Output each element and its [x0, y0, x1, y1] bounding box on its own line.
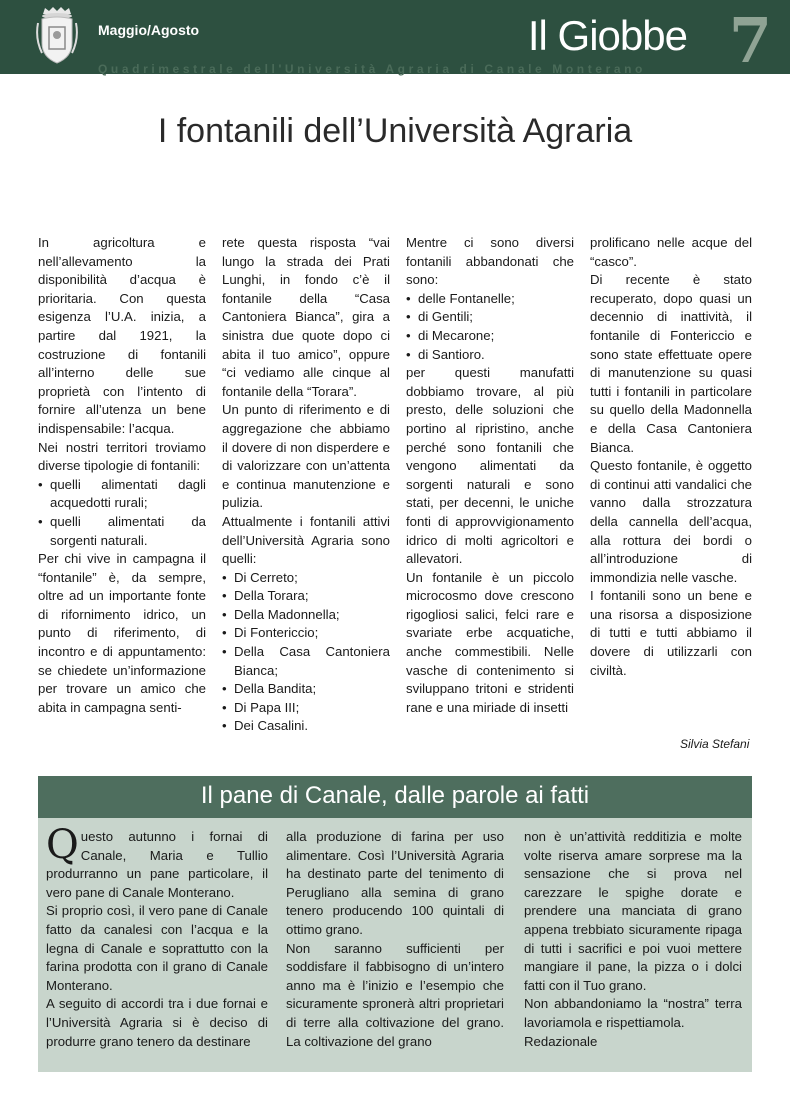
paragraph: Si proprio così, il vero pane di Canale fatto da canalesi con l’acqua e la legna di Canale e soprattutto con la farina prodotta con il grano di Canale Monterano. [46, 903, 268, 993]
paragraph: In agricoltura e nell’allevamento la disponibilità d’acqua è prioritaria. Con questa esigenza l’U.A. inizia, a partire dal 1921, la costruzione di fontanili all’interno delle sue proprietà con l’intento di fornire all’utenza un bene indispensabile: l’acqua. [38, 235, 206, 436]
paragraph: alla produzione di farina per uso alimentare. Così l’Università Agraria ha destinato parte del tenimento di Perugliano alla semina di grano tenero producendo 100 quintali di ottimo grano. [286, 829, 504, 937]
list-item: • Di Fontericcio; [222, 624, 390, 643]
box-column-2 [286, 828, 504, 1051]
list-item: • di Mecarone; [406, 327, 574, 346]
newspaper-name: Il Giobbe [527, 12, 687, 59]
paragraph: I fontanili sono un bene e una risorsa a disposizione di tutti e tutti abbiamo il dovere di utilizzarli con civiltà. [590, 588, 752, 678]
paragraph: A seguito di accordi tra i due fornai e l’Università Agraria si è deciso di produrre grano tenero da destinare [46, 996, 268, 1049]
paragraph: Un fontanile è un piccolo microcosmo dove crescono rigogliosi salici, felci rare e svariate erbe acquatiche, anche commestibili. Nelle vasche di contenimento si sviluppano tritoni e stridenti rane e una miriade di insetti [406, 569, 574, 715]
paragraph: Per chi vive in campagna il “fontanile” è, da sempre, oltre ad un importante fonte di rifornimento idrico, un punto di riferimento, di incontro e di appuntamento: se chiedete un’informazione per trovare un amico che abita in campagna senti- [38, 551, 206, 715]
box-title: Il pane di Canale, dalle parole ai fatti [200, 782, 590, 809]
bullet-list [222, 569, 390, 736]
list-item: • Della Bandita; [222, 680, 390, 699]
article-column-2 [222, 234, 390, 736]
author-signature: Silvia Stefani [680, 737, 750, 751]
masthead-subtitle: Quadrimestrale dell'Università Agraria di Canale Monterano [98, 62, 646, 76]
paragraph: rete questa risposta “vai lungo la strada dei Prati Lunghi, in fondo c’è il fontanile della “Casa Cantoniera Bianca”, gira a sinistra due quote dopo ci abita il tuo amico”, oppure “ci vediamo alle cinque al fontanile della “Torara”. [222, 235, 390, 399]
list-item: • di Gentili; [406, 308, 574, 327]
paragraph: prolificano nelle acque del “casco”. [590, 235, 752, 269]
issue-date: Maggio/Agosto [98, 22, 200, 38]
list-item: • Della Madonnella; [222, 606, 390, 625]
masthead [0, 0, 790, 77]
article-column-4 [590, 234, 752, 680]
paragraph: Un punto di riferimento e di aggregazione che abbiamo il dovere di non disperdere e di valorizzare con un’attenta e continua manutenzione e pulizia. [222, 402, 390, 511]
box-column-3 [524, 828, 742, 1051]
article-column-1 [38, 234, 206, 717]
list-item: • Di Papa III; [222, 699, 390, 718]
coat-of-arms-icon [34, 5, 80, 67]
box-header [38, 776, 752, 818]
article-title: I fontanili dell’Università Agraria [157, 112, 633, 150]
paragraph: Attualmente i fontanili attivi dell’Università Agraria sono quelli: [222, 513, 390, 567]
list-item: • Della Torara; [222, 587, 390, 606]
drop-cap: Q [46, 822, 79, 868]
list-item: • delle Fontanelle; [406, 290, 574, 309]
box-signature: Redazionale [524, 1033, 598, 1049]
paragraph-text: uesto autunno i fornai di Canale, Maria e Tullio produrranno un pane particolare, il vero pane di Canale Monterano. [46, 829, 268, 900]
paragraph: Nei nostri territori troviamo diverse tipologie di fontanili: [38, 439, 206, 474]
box-column-1 [46, 822, 268, 1051]
list-item: • Di Cerreto; [222, 569, 390, 588]
paragraph [46, 822, 268, 902]
paragraph: non è un’attività redditizia e molte volte riserva amare sorprese ma la sensazione che si prova nel carezzare le spighe dorate e prendere una manciata di grano appena trebbiato sicuramente ripaga di tutti i sacrifici e poi vuoi mettere mangiare il pane, la pizza o i dolci fatti con il Tuo grano. [524, 829, 742, 993]
paragraph: Non saranno sufficienti per soddisfare il fabbisogno di un’intero anno ma è l’inizio e l’esempio che sicuramente spronerà altri proprietari di terre alla coltivazione del grano. La coltivazione del grano [286, 940, 504, 1049]
paragraph: Non abbandoniamo la “nostra” terra lavoriamola e rispettiamola. [524, 996, 742, 1030]
list-item: • quelli alimentati dagli acquedotti rurali; [38, 476, 206, 513]
list-item: • Della Casa Cantoniera Bianca; [222, 643, 390, 680]
list-item: • di Santioro. [406, 346, 574, 365]
article-column-3 [406, 234, 574, 717]
paragraph: Questo fontanile, è oggetto di continui atti vandalici che vanno dalla strozzatura della cannella dell’acqua, alla rottura dei bordi o all’introduzione di immondizia nelle vasche. [590, 458, 752, 585]
paragraph: Mentre ci sono diversi fontanili abbandonati che sono: [406, 235, 574, 288]
list-item: • quelli alimentati da sorgenti naturali. [38, 513, 206, 550]
paragraph: Di recente è stato recuperato, dopo quasi un decennio di inattività, il fontanile di Fontericcio e sono state effettuate opere di manutenzione su quasi tutti i fontanili in particolare su quello della Madonnella e della Casa Cantoniera Bianca. [590, 272, 752, 455]
bullet-list [38, 476, 206, 550]
sidebar-article-box [38, 776, 752, 1072]
bullet-list [406, 290, 574, 364]
paragraph: per questi manufatti dobbiamo trovare, al più presto, delle soluzioni che portino al ripristino, anche perché sono fontanili che vengono alimentati da sorgenti naturali e sono stati, per decenni, le uniche fonti di approvvigionamento idrico di molti agricoltori e allevatori. [406, 365, 574, 567]
list-item: • Dei Casalini. [222, 717, 390, 736]
page-number: 7 [728, 4, 772, 77]
